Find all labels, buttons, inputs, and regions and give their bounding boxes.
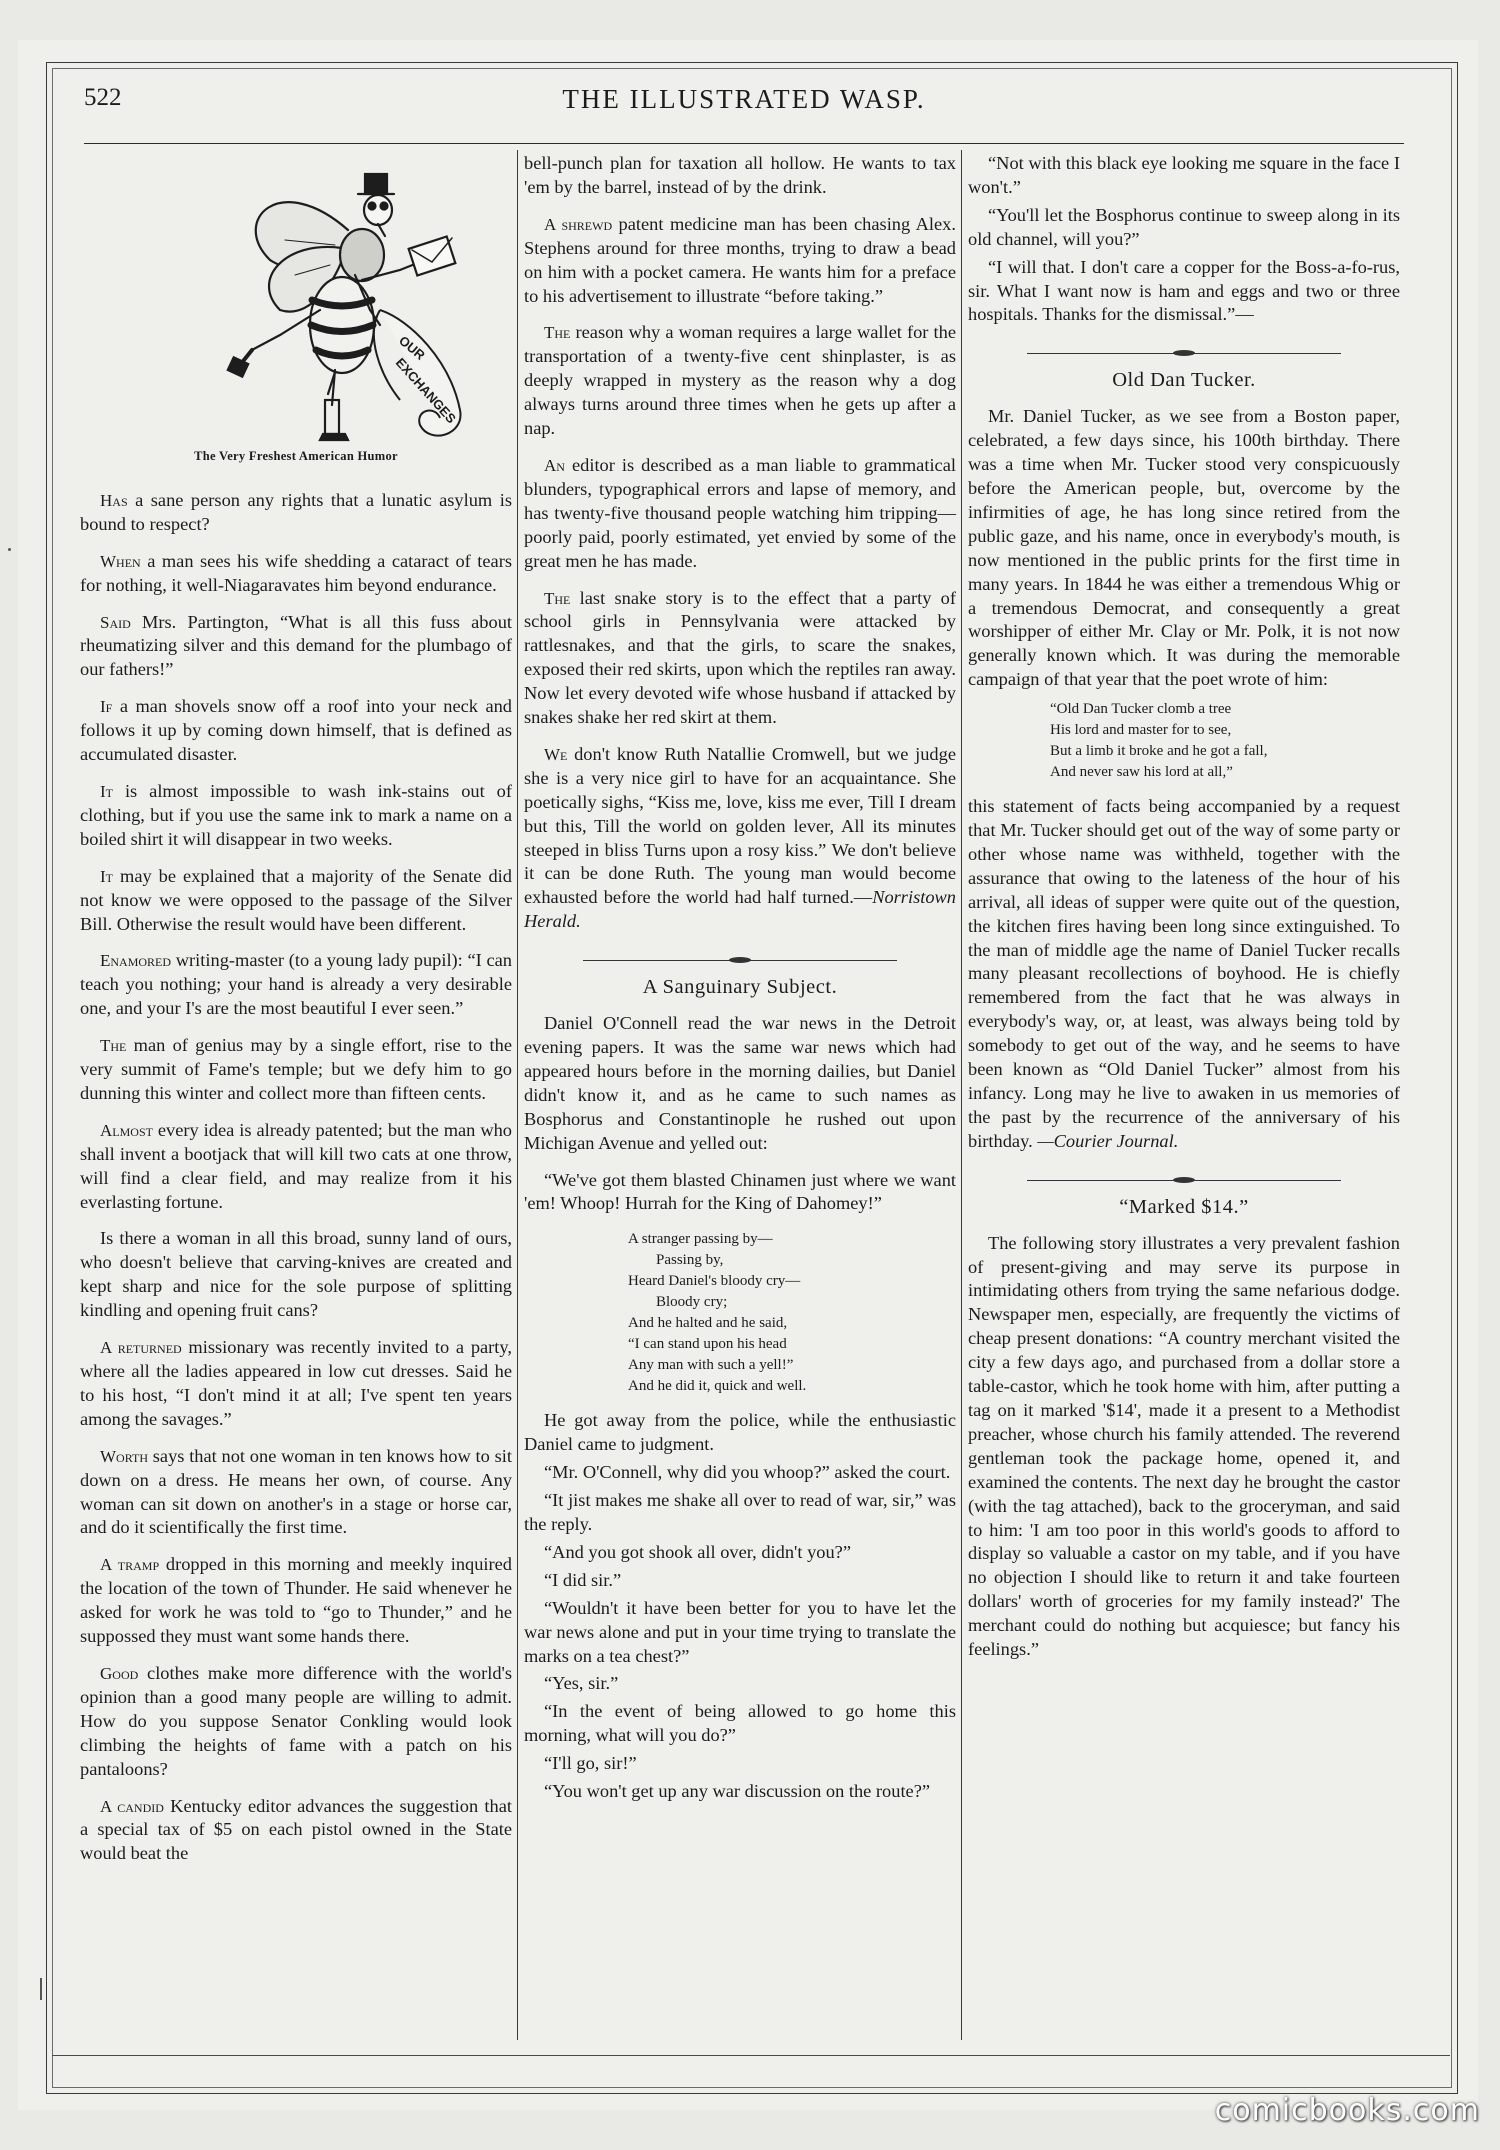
section-title-sanguinary: A Sanguinary Subject. — [642, 976, 838, 999]
article-paragraph: Enamored writing-master (to a young lady pupil): “I can teach you nothing; your hand is already a very desirable one, and your I's are the most beautiful I ever seen.” — [80, 950, 512, 1019]
article-paragraph: Mr. Daniel Tucker, as we see from a Boston paper, celebrated, a few days since, his 100th birthday. There was a time when Mr. Tucker stood very conspicuously before the American people, but, overcome by the infirmities of age, he has long since retired from the public gaze, and his name, once in everybody's mouth, is now mentioned in the public prints for the first time in many years. In 1844 he was either a tremendous Whig or a tremendous Democrat, and consequently a great worshipper of either Mr. Clay or Mr. Polk, it is not now generally known which. It was during the memorable campaign of that year that the poet wrote of him: — [968, 406, 1400, 690]
paragraph-lead-word: Enamored — [100, 951, 172, 971]
header-rule — [84, 143, 1404, 144]
poem-line: “Old Dan Tucker clomb a tree — [1050, 701, 1232, 718]
wasp-carrying-exchanges-icon — [80, 160, 512, 445]
column-1 — [80, 152, 512, 1879]
paragraph-lead-word: We — [544, 744, 568, 764]
poem-line: Bloody cry; — [656, 1294, 728, 1311]
article-paragraph: Good clothes make more difference with the world's opinion than a good many people are willing to admit. How do you suppose Senator Conkling would look climbing the heights of fame with a patch on his pantaloons? — [80, 1662, 512, 1779]
paragraph-lead-word: The — [544, 323, 571, 343]
paragraph-lead-word: It — [100, 866, 113, 886]
article-paragraph: “Yes, sir.” — [544, 1673, 619, 1694]
paragraph-lead-word: A shrewd — [544, 214, 613, 234]
poem-line: And he halted and he said, — [628, 1315, 788, 1332]
paragraph-lead-word: A candid — [100, 1796, 164, 1816]
paragraph-lead-word: A returned — [100, 1338, 182, 1358]
paragraph-lead-word: A tramp — [100, 1555, 160, 1575]
scroll-label-line-1: OUR — [396, 332, 428, 363]
poem-line: “I can stand upon his head — [628, 1336, 787, 1353]
article-paragraph: Said Mrs. Partington, “What is all this fuss about rheumatizing silver and this demand for the plumbago of our fathers!” — [80, 611, 512, 680]
article-paragraph: “And you got shook all over, didn't you?” — [544, 1541, 851, 1562]
article-paragraph: A shrewd patent medicine man has been chasing Alex. Stephens around for three months, trying to draw a bead on him with a pocket camera. He wants him for a preface to his advertisement to illustrate “before taking.” — [524, 213, 956, 306]
article-paragraph: An editor is described as a man liable to grammatical blunders, typographical errors and lapse of memory, and has twenty-five thousand people watching him tripping—poorly paid, poorly estimated, yet envied by some of the great men he has made. — [524, 454, 956, 571]
paragraph-lead-word: An — [544, 455, 565, 475]
article-paragraph: “In the event of being allowed to go home this morning, what will you do?” — [524, 1701, 956, 1746]
poem-line: Heard Daniel's bloody cry— — [628, 1273, 801, 1290]
poem-line: A stranger passing by— — [628, 1231, 773, 1248]
illustration-caption: The Very Freshest American Humor — [194, 449, 398, 463]
article-paragraph: A tramp dropped in this morning and meekly inquired the location of the town of Thunder. He said whenever he asked for work he was told to “go to Thunder,” and he suppossed they must want some hands there. — [80, 1554, 512, 1647]
article-paragraph: Daniel O'Connell read the war news in the Detroit evening papers. It was the same war news which had appeared hours before in the morning dailies, but Daniel didn't know it, and as he came to such names as Bosphorus and Constantinople he rushed out upon Michigan Avenue and yelled out: — [524, 1013, 956, 1153]
masthead-title: THE ILLUSTRATED WASP. — [562, 84, 926, 114]
source-credit: Norristown Herald. — [524, 887, 956, 932]
paragraph-lead-word: It — [100, 781, 113, 801]
source-credit: —Courier Journal. — [1037, 1130, 1179, 1151]
article-paragraph: bell-punch plan for taxation all hollow. He wants to tax 'em by the barrel, instead of by the drink. — [524, 153, 956, 197]
section-divider — [968, 341, 1400, 351]
paragraph-lead-word: If — [100, 697, 113, 717]
article-paragraph: If a man shovels snow off a roof into your neck and follows it up by coming down himself, that is defined as accumulated disaster. — [80, 696, 512, 765]
paragraph-lead-word: Almost — [100, 1120, 153, 1140]
article-paragraph: Has a sane person any rights that a lunatic asylum is bound to respect? — [80, 489, 512, 534]
column-2 — [524, 152, 956, 1808]
article-paragraph: Is there a woman in all this broad, sunny land of ours, who doesn't believe that carving-knives are created and kept sharp and nice for the sole purpose of splitting kindling and opening fruit cans? — [80, 1228, 512, 1321]
section-divider — [968, 1168, 1400, 1178]
section-divider — [524, 948, 956, 958]
column-rule-1 — [517, 150, 518, 2040]
scroll-label-line-2: EXCHANGES — [392, 354, 460, 427]
column-3 — [968, 152, 1400, 1675]
poem-line: But a limb it broke and he got a fall, — [1050, 743, 1268, 760]
article-paragraph: “I did sir.” — [544, 1569, 622, 1590]
watermark-text: comicbooks.com — [1214, 2093, 1480, 2128]
paragraph-lead-word: Good — [100, 1663, 139, 1683]
poem-line: And never saw his lord at all,” — [1050, 764, 1233, 781]
paragraph-lead-word: Worth — [100, 1446, 148, 1466]
article-paragraph: It is almost impossible to wash ink-stains out of clothing, but if you use the same ink to mark a name on a boiled shirt it will disappear in two weeks. — [80, 780, 512, 849]
article-paragraph: We don't know Ruth Natallie Cromwell, but we judge she is a very nice girl to have for an acquaintance. She poetically sighs, “Kiss me, love, kiss me ever, Till I dream but this, Till the world on golden lever, All its minutes steeped in bliss Turns upon a rosy kiss.” We don't believe it can be done Ruth. The young man would become exhausted before the world had half turned.—Norristown Herald. — [524, 743, 956, 932]
article-paragraph: The man of genius may by a single effort, rise to the very summit of Fame's temple; but we defy him to go dunning this winter and collect more than fifteen cents. — [80, 1035, 512, 1103]
page-number: 522 — [84, 84, 122, 111]
article-paragraph: “It jist makes me shake all over to read of war, sir,” was the reply. — [524, 1490, 956, 1534]
paragraph-lead-word: The — [100, 1036, 127, 1056]
article-paragraph: It may be explained that a majority of the Senate did not know we were opposed to the passage of the Silver Bill. Otherwise the result would have been different. — [80, 865, 512, 934]
wasp-illustration — [80, 160, 512, 445]
article-paragraph: “Not with this black eye looking me square in the face I won't.” — [968, 153, 1400, 197]
article-paragraph: He got away from the police, while the enthusiastic Daniel came to judgment. — [524, 1410, 956, 1455]
article-paragraph: The last snake story is to the effect that a party of school girls in Pennsylvania were attacked by rattlesnakes, and that the girls, to scare the snakes, exposed their red skirts, upon which the reptiles ran away. Now let every devoted wife whose husband if attacked by snakes shake her red skirt at them. — [524, 587, 956, 728]
column-rule-2 — [961, 150, 962, 2040]
paragraph-lead-word: Has — [100, 490, 128, 510]
article-paragraph: A returned missionary was recently invited to a party, where all the ladies appeared in low cut dresses. Said he to his host, “I don't mind it at all; I've spent ten years among the savages.” — [80, 1337, 513, 1429]
bottom-rule — [52, 2055, 1450, 2056]
paragraph-lead-word: When — [100, 551, 141, 571]
poem-line: And he did it, quick and well. — [628, 1378, 807, 1395]
poem-line: His lord and master for to see, — [1050, 722, 1232, 739]
article-paragraph: “I will that. I don't care a copper for the Boss-a-fo-rus, sir. What I want now is ham and eggs and two or three hospitals. Thanks for the dismissal.”— — [968, 256, 1400, 325]
poem-line: Passing by, — [656, 1252, 724, 1269]
page-header — [84, 84, 1404, 124]
poem-line: Any man with such a yell!” — [628, 1357, 794, 1374]
poem-stranger — [524, 1229, 956, 1397]
article-paragraph: “You won't get up any war discussion on the route?” — [544, 1781, 931, 1802]
article-paragraph: “I'll go, sir!” — [544, 1753, 637, 1774]
poem-old-dan-tucker — [968, 699, 1400, 783]
article-paragraph: “We've got them blasted Chinamen just where we want 'em! Whoop! Hurrah for the King of Dahomey!” — [524, 1169, 956, 1214]
article-paragraph: The reason why a woman requires a large wallet for the transportation of a twenty-five cent shinplaster, is as deeply wrapped in mystery as the reason why a dog always turns around three times when he gets up after a nap. — [524, 322, 956, 439]
section-title-marked-14: “Marked $14.” — [1119, 1195, 1249, 1218]
margin-mark — [8, 548, 11, 551]
article-paragraph: “Mr. O'Connell, why did you whoop?” asked the court. — [544, 1462, 951, 1483]
article-paragraph: A candid Kentucky editor advances the suggestion that a special tax of $5 on each pistol owned in the State would beat the — [80, 1795, 512, 1864]
article-paragraph: “Wouldn't it have been better for you to have let the war news alone and put in your time trying to translate the marks on a tea chest?” — [524, 1597, 956, 1666]
section-title-old-dan-tucker: Old Dan Tucker. — [1112, 369, 1256, 392]
margin-mark — [40, 1978, 42, 2000]
article-paragraph: When a man sees his wife shedding a cataract of tears for nothing, it well-Niagaravates him beyond endurance. — [80, 550, 512, 595]
paragraph-lead-word: The — [544, 588, 571, 608]
paragraph-lead-word: Said — [100, 612, 131, 632]
article-paragraph: Worth says that not one woman in ten knows how to sit down on a dress. He means her own, of course. Any woman can sit down on another's in a stage or horse car, and do it scientifically the first time. — [80, 1445, 512, 1538]
article-paragraph: Almost every idea is already patented; but the man who shall invent a bootjack that will kill two cats at one throw, will find a clear field, and may realize from it his everlasting fortune. — [80, 1119, 512, 1212]
article-paragraph: this statement of facts being accompanied by a request that Mr. Tucker should get out of the way of some party or other whose name was withheld, together with the assurance that owing to the lateness of the hour of his arrival, all ideas of supper were quite out of the question, the kitchen fires having been long since extinguished. To the man of middle age the name of Daniel Tucker recalls many pleasant recollections of boyhood. He is chiefly remembered from the fact that he was always in everybody's way, or, at least, was always being told by somebody to get out of the way, and he seems to have been known as “Old Daniel Tucker” almost from his infancy. Long may he live to awaken in us memories of the past by the recurrence of the anniversary of his birthday. —Courier Journal. — [968, 796, 1400, 1151]
article-paragraph: “You'll let the Bosphorus continue to sweep along in its old channel, will you?” — [968, 204, 1400, 249]
article-paragraph: The following story illustrates a very prevalent fashion of present-giving and may serve its purpose in intimidating others from trying the same nefarious dodge. Newspaper men, especially, are frequently the victims of cheap present donations: “A country merchant visited the city a few days ago, and purchased from a dollar store a table-castor, which he took home with him, after putting a tag on it marked '$14', made it a present to a Methodist preacher, whose church his family attended. The reverend gentleman took the package home, opened it, and examined the contents. The next day he brought the castor (with the tag attached), back to the groceryman, and said to him: 'I am too poor in this world's goods to afford to display so valuable a castor on my table, and if you have no objection I should like to return it and take fourteen dollars' worth of groceries for my family instead?' The merchant could do nothing but acquiesce; but fancy his feelings.” — [968, 1232, 1400, 1660]
